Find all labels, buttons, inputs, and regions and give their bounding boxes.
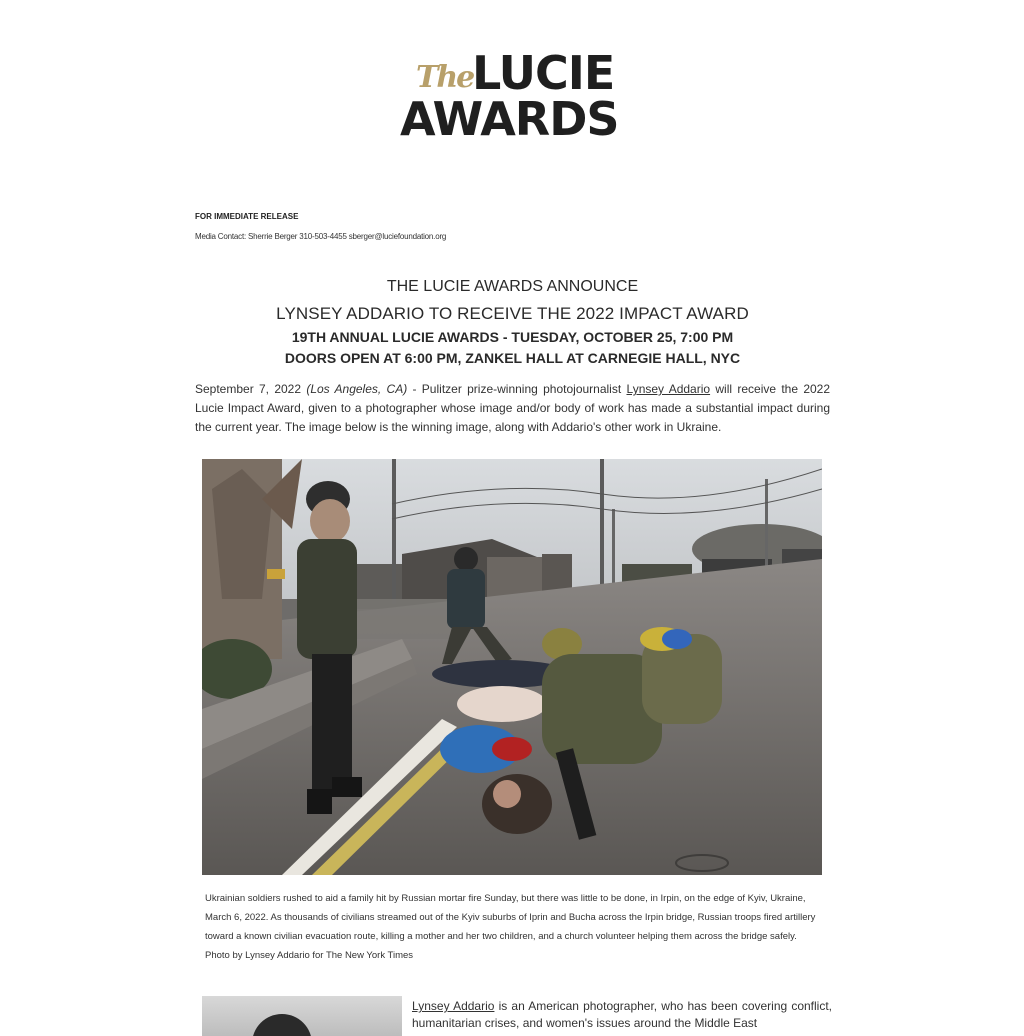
lynsey-addario-portrait — [202, 996, 402, 1036]
intro-text-after: will receive the 2022 Lucie Impact Award, given to a photographer whose image and/or body of work has made a substantial impact during the current year. The image below is the winning image, along with Addario's other work in Ukraine. — [195, 382, 831, 434]
lucie-awards-logo — [400, 46, 640, 148]
headline-venue: DOORS OPEN AT 6:00 PM, ZANKEL HALL AT CARNEGIE HALL, NYC — [284, 350, 741, 366]
photo-caption: Ukrainian soldiers rushed to aid a family hit by Russian mortar fire Sunday, but there was little to be done, in Irpin, on the edge of Kyiv, Ukraine, March 6, 2022. As thousands of civilians streamed out of the Kyiv suburbs of Iprin and Bucha across the Irpin bridge, Russian troops fired artillery toward a known civilian evacuation route, killing a mother and her two children, and a church volunteer helping them across the bridge safely. Photo by Lynsey Addario for The New York Times — [205, 893, 816, 961]
headline-announce: THE LUCIE AWARDS ANNOUNCE — [386, 278, 639, 295]
lynsey-addario-link[interactable]: Lynsey Addario — [626, 382, 711, 396]
winning-photo — [202, 459, 822, 875]
headline-award: LYNSEY ADDARIO TO RECEIVE THE 2022 IMPACT AWARD — [276, 304, 749, 323]
intro-location: (Los Angeles, CA) — [306, 382, 408, 396]
bio-lynsey-addario-link[interactable]: Lynsey Addario — [412, 999, 495, 1013]
portrait-silhouette — [252, 1014, 312, 1036]
logo-awards-text: AWARDS — [400, 92, 619, 146]
release-label: FOR IMMEDIATE RELEASE — [195, 212, 299, 221]
intro-paragraph — [195, 380, 830, 437]
intro-text-before: - Pulitzer prize-winning photojournalist — [407, 382, 627, 396]
logo-lucie-text: LUCIE — [472, 46, 615, 100]
bio-paragraph — [412, 998, 832, 1032]
media-contact: Media Contact: Sherrie Berger 310-503-4455 sberger@luciefoundation.org — [195, 232, 447, 241]
intro-date: September 7, 2022 — [195, 382, 307, 396]
headline-event: 19TH ANNUAL LUCIE AWARDS - TUESDAY, OCTOBER 25, 7:00 PM — [291, 329, 734, 345]
logo-the-text: The — [416, 60, 474, 95]
bio-text: is an American photographer, who has been covering conflict, humanitarian crises, and women's issues around the Middle East — [412, 999, 833, 1030]
